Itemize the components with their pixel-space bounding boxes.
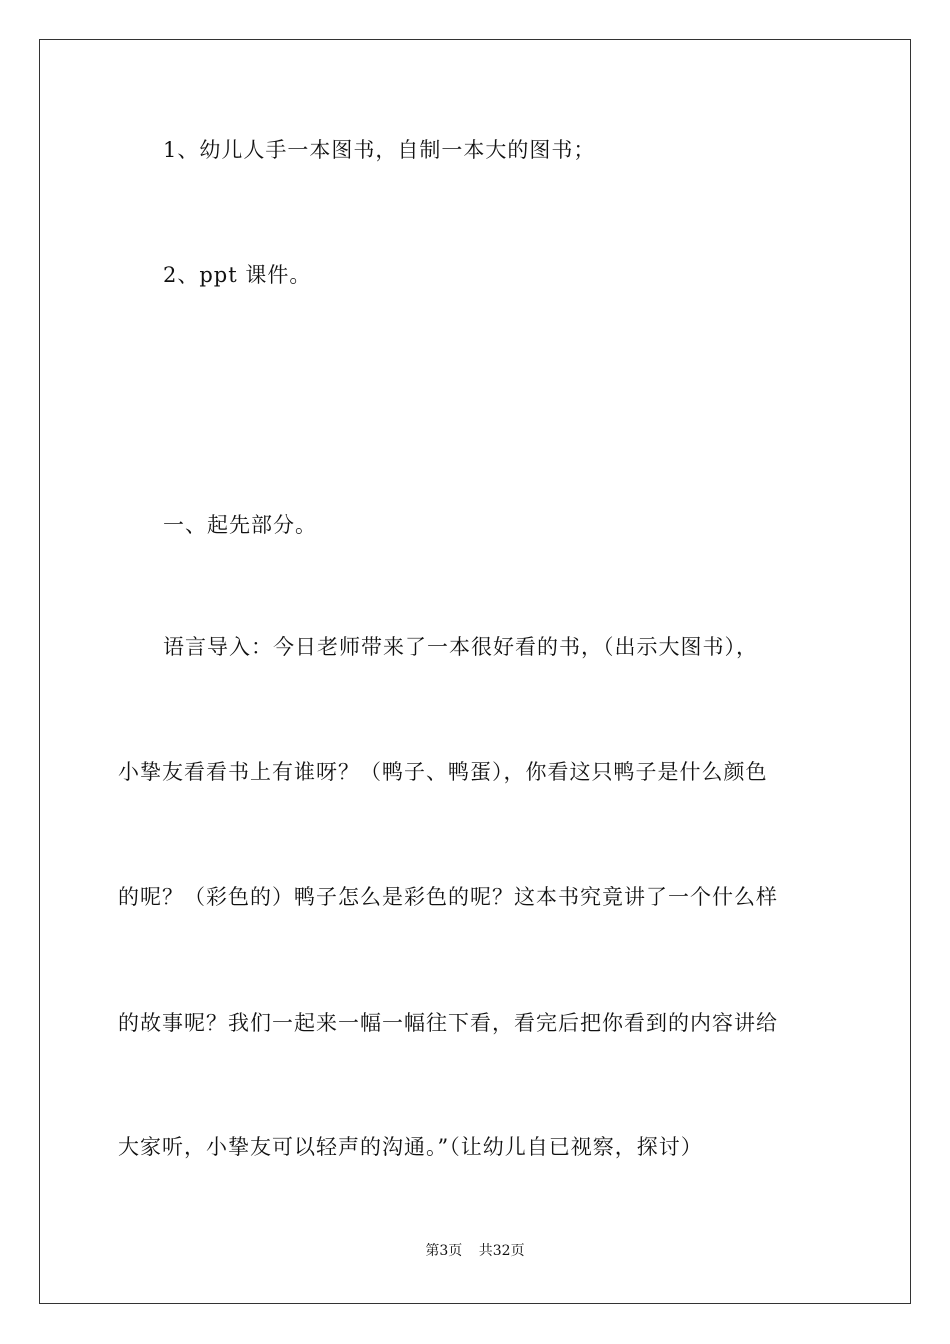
paragraph-line-4: 的故事呢？我们一起来一幅一幅往下看，看完后把你看到的内容讲给 xyxy=(118,1011,778,1035)
text-line-materials-2: 2、ppt 课件。 xyxy=(163,263,312,287)
paragraph-line-1: 语言导入：今日老师带来了一本很好看的书，（出示大图书）， xyxy=(163,635,758,659)
page-frame xyxy=(39,39,911,1304)
paragraph-line-3: 的呢？（彩色的）鸭子怎么是彩色的呢？这本书究竟讲了一个什么样 xyxy=(118,885,778,909)
text-line-materials-1: 1、幼儿人手一本图书，自制一本大的图书； xyxy=(163,138,596,162)
paragraph-line-2: 小挚友看看书上有谁呀？（鸭子、鸭蛋），你看这只鸭子是什么颜色 xyxy=(118,760,768,784)
page-number: 第3页 xyxy=(425,1243,463,1259)
paragraph-line-5: 大家听，小挚友可以轻声的沟通。”（让幼儿自已视察，探讨） xyxy=(118,1135,703,1159)
page-total: 共32页 xyxy=(478,1243,525,1259)
page-footer xyxy=(0,1241,950,1261)
section-heading: 一、起先部分。 xyxy=(163,513,317,537)
